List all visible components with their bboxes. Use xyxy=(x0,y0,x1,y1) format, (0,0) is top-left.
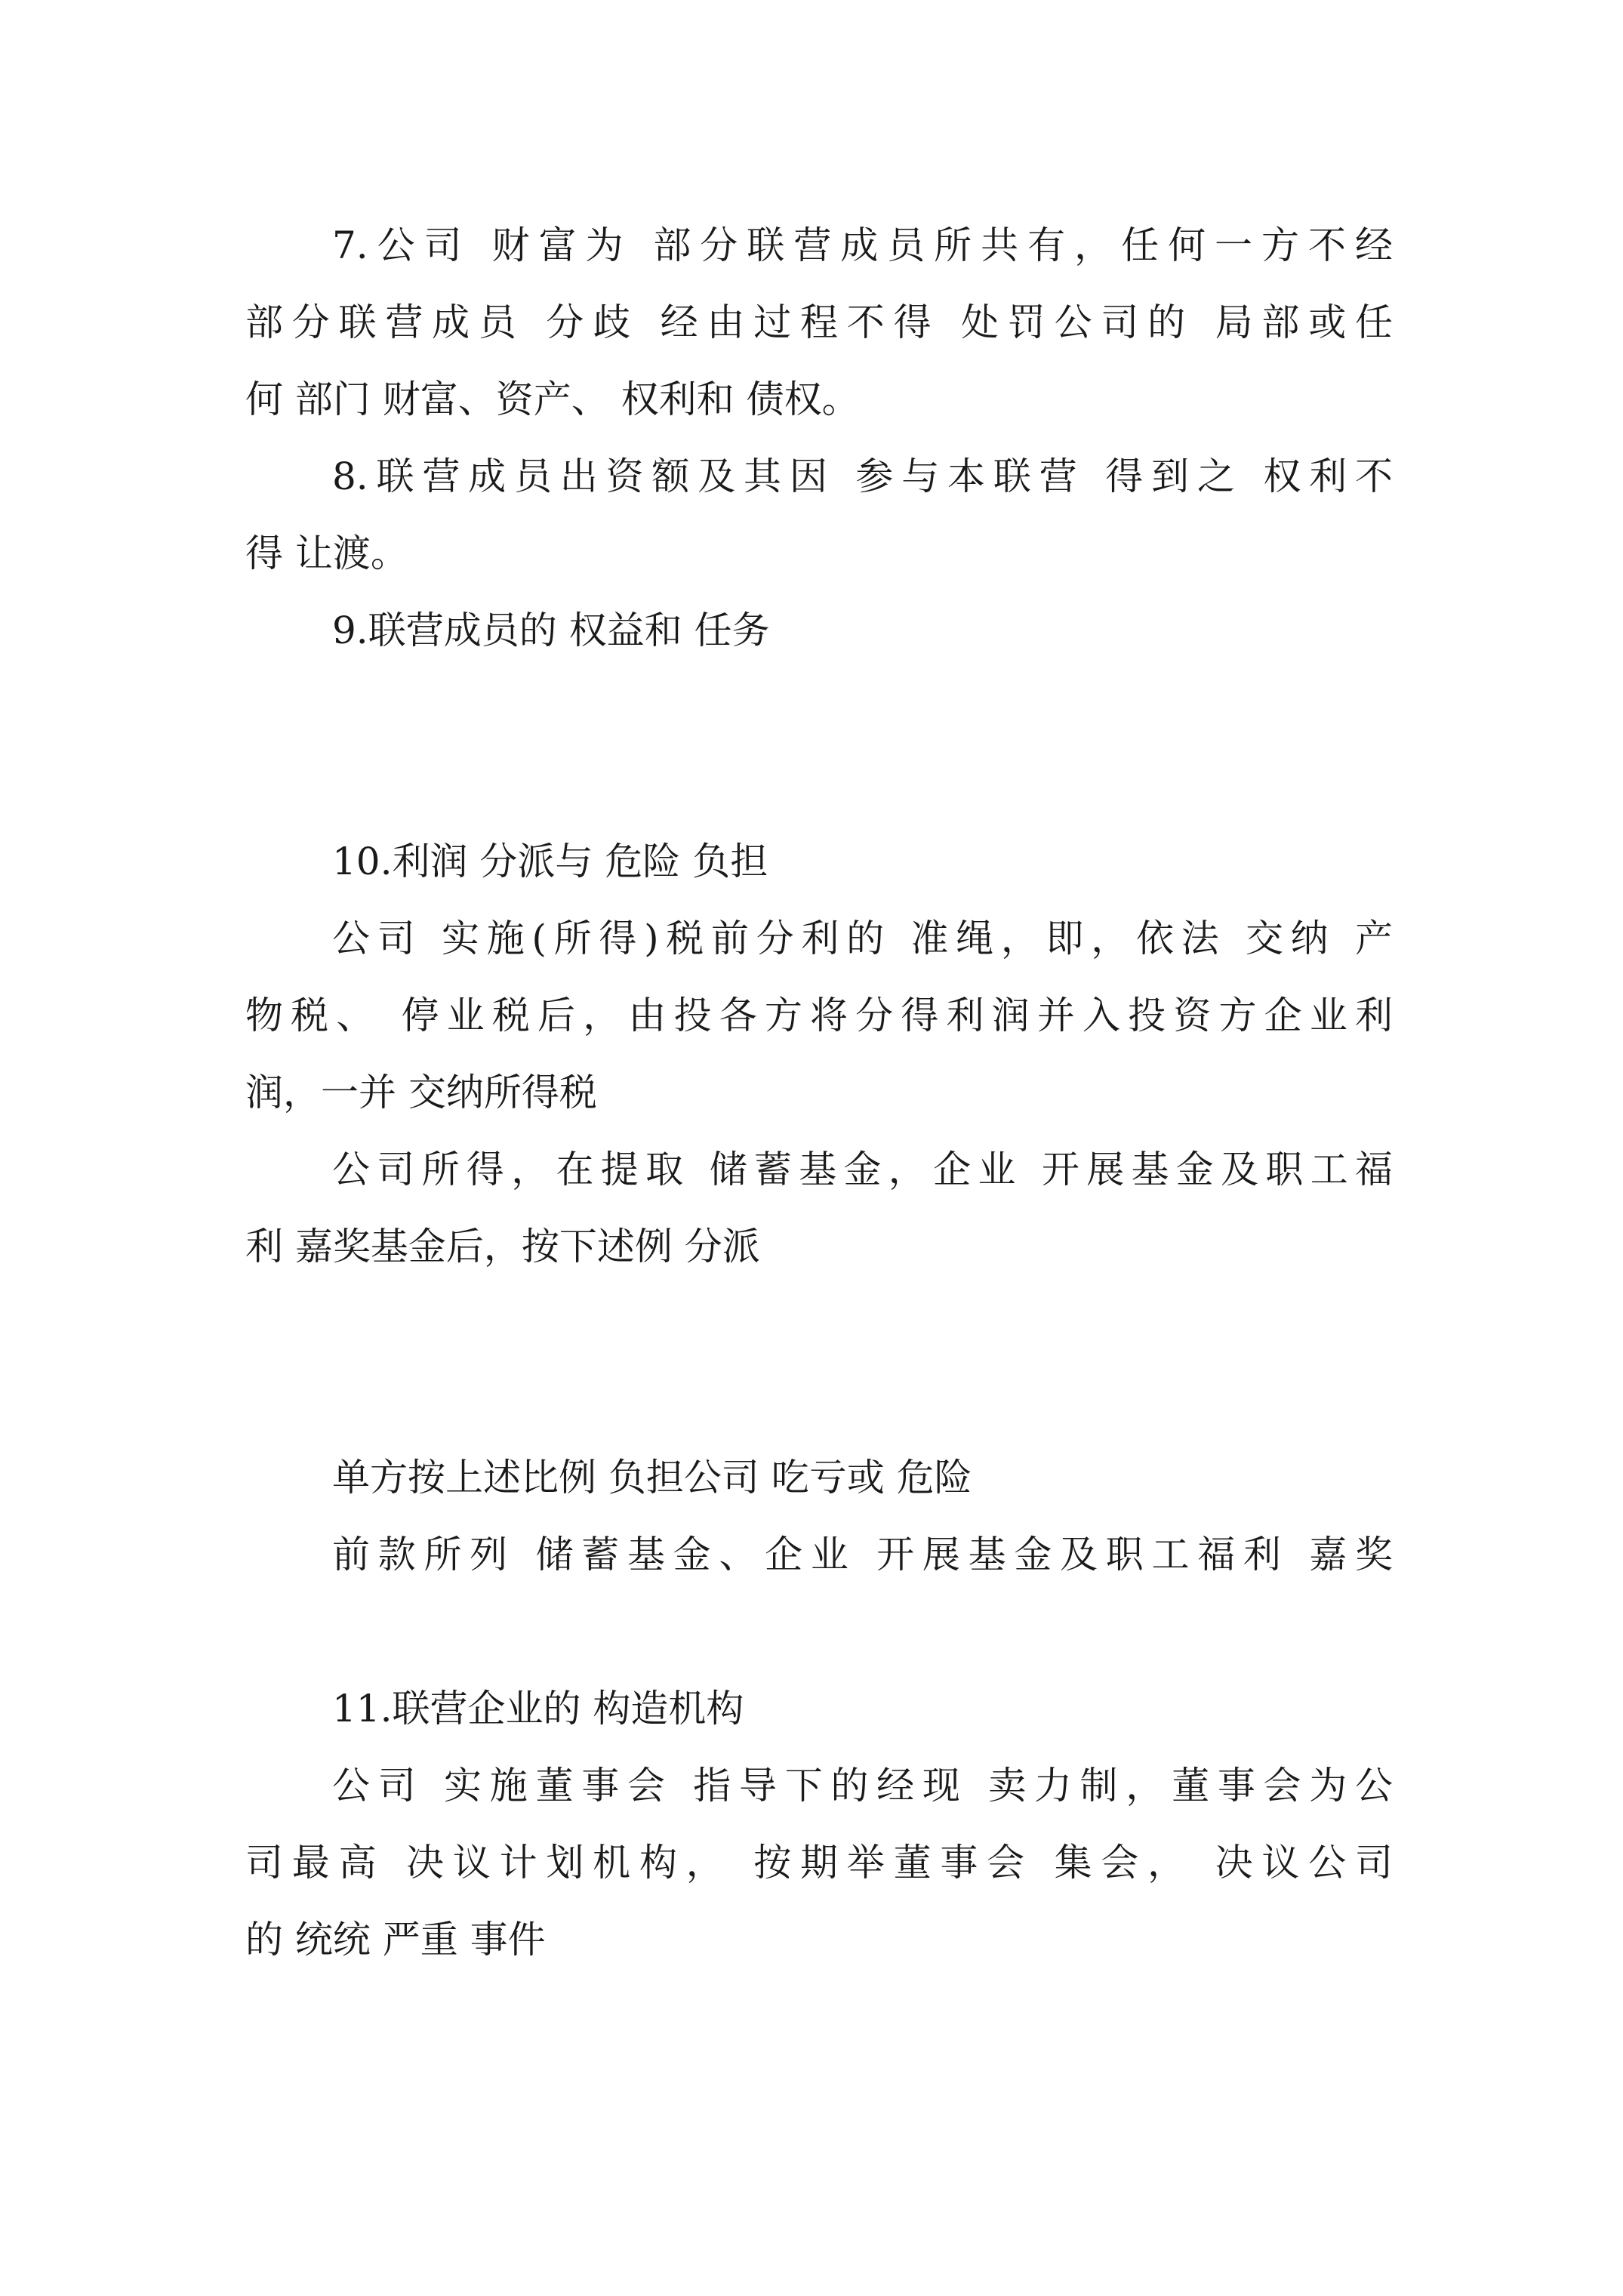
text-line: 何 部门 财富、资产、 权利和 债权。 xyxy=(245,378,860,421)
party-a-share-line xyxy=(332,1286,1393,1361)
text-line: 得 让渡。 xyxy=(245,532,408,575)
section-heading: 11.联营企业的 构造机构 xyxy=(332,1687,744,1730)
section-heading: 10.利润 分派与 危险 负担 xyxy=(332,840,768,883)
text-line: 单方按上述比例 负担公司 吃亏或 危险 xyxy=(332,1456,972,1499)
text-line: 7.公司 财富为 部分联营成员所共有，任何一方不经 xyxy=(332,223,1393,267)
text-line-with-blank xyxy=(245,1594,1393,1669)
text-line: 公司所得，在提取 储蓄基金，企业 开展基金及职工福 xyxy=(332,1148,1393,1191)
party-b-line xyxy=(332,747,1393,822)
text-line: 公司 实施(所得)税前分利的 准绳，即，依法 交纳 产 xyxy=(332,917,1393,960)
text-line: 前款所列 储蓄基金、企业 开展基金及职工福利 嘉奖 xyxy=(332,1533,1393,1576)
text-line: 润，一并 交纳所得税 xyxy=(245,1071,597,1114)
text-line: 的 统统 严重 事件 xyxy=(245,1918,546,1962)
text-line: 8.联营成员出资额及其因 参与本联营 得到之 权利不 xyxy=(332,455,1393,498)
text-line: 利 嘉奖基金后，按下述例 分派 xyxy=(245,1225,760,1268)
text-line: 部分联营成员 分歧 经由过程不得 处罚公司的 局部或任 xyxy=(245,300,1393,344)
section-heading: 9.联营成员的 权益和 任务 xyxy=(332,609,770,652)
party-b-share-line xyxy=(332,1363,1393,1438)
text-line: 公司 实施董事会 指导下的经现 卖力制，董事会为公 xyxy=(332,1764,1393,1808)
text-line: 物税、 停业税后，由投各方将分得利润并入投资方企业利 xyxy=(245,994,1393,1037)
party-a-line xyxy=(332,670,1393,745)
text-line-with-blanks xyxy=(332,1979,1393,2054)
text-line: 司最高 决议计划机构， 按期举董事会 集会， 决议公司 xyxy=(245,1841,1393,1885)
